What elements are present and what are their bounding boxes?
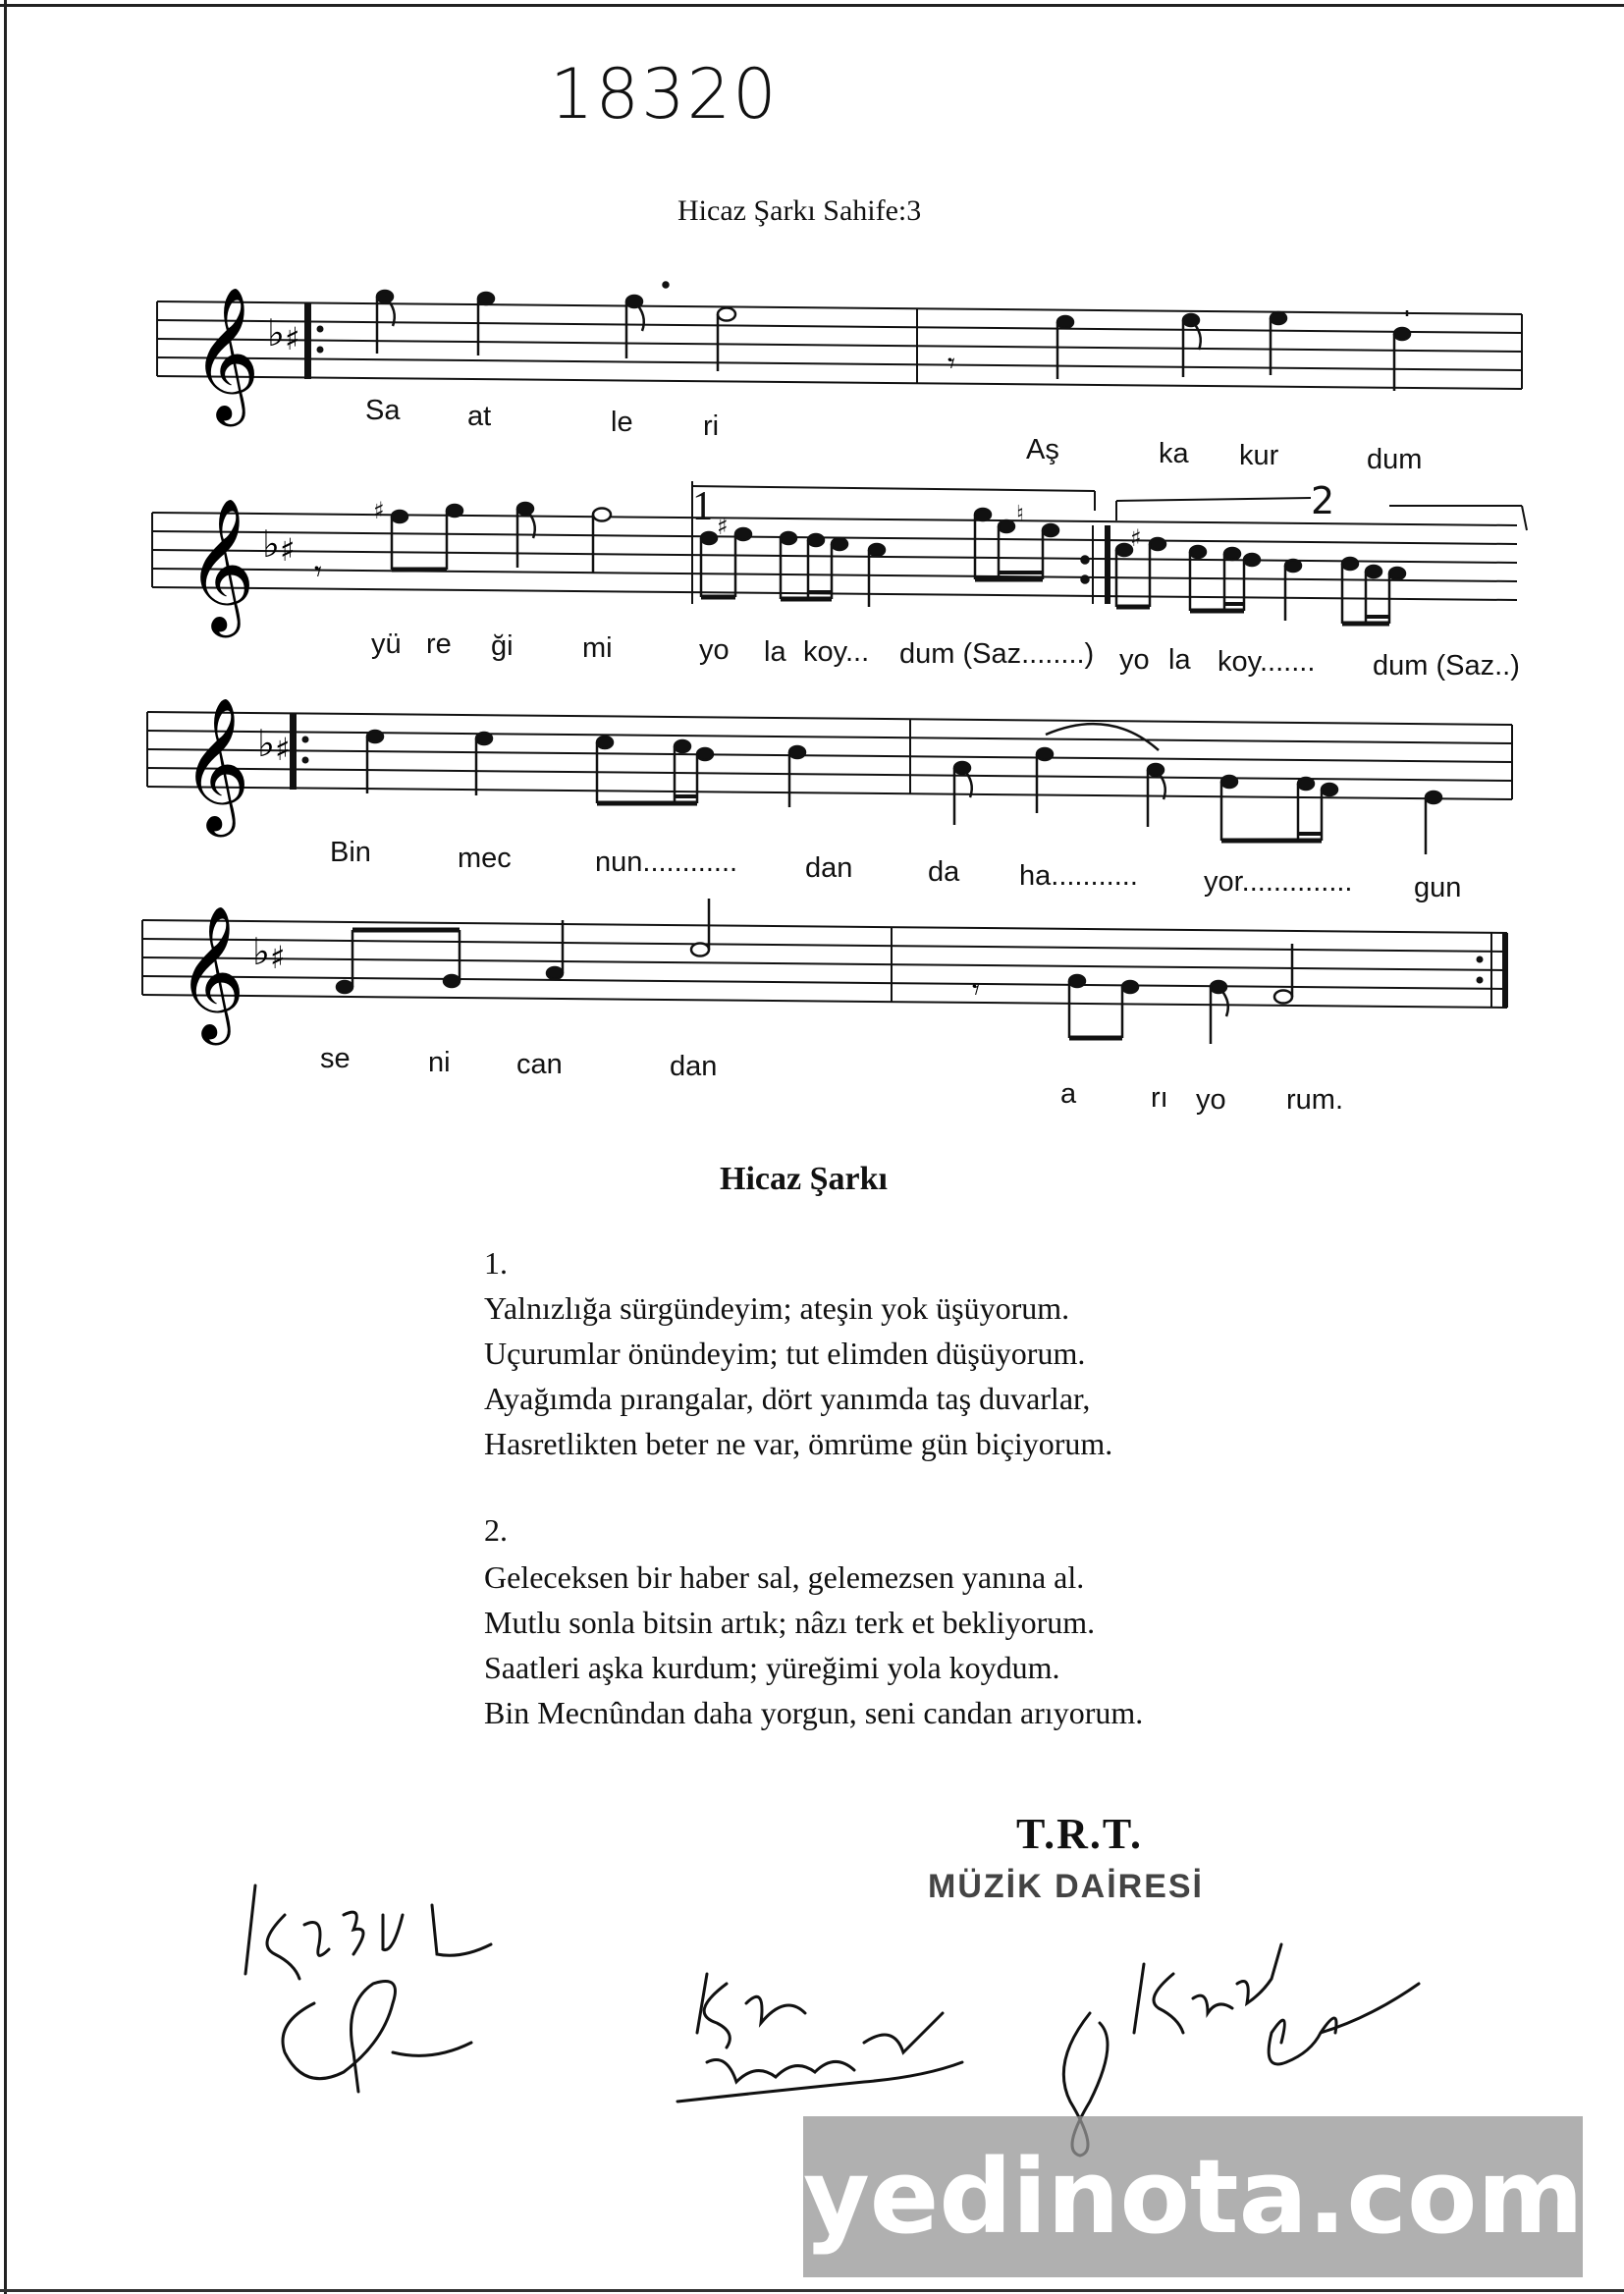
lyric-syllable: ri (703, 410, 720, 442)
signature-kabul-left (236, 1856, 569, 2111)
volta-first-ending: 1 (692, 484, 713, 529)
svg-text:♭: ♭ (252, 930, 270, 973)
lyric-syllable: ha........... (1019, 860, 1138, 892)
svg-text:𝄞: 𝄞 (187, 496, 255, 631)
lyric-syllable: la (764, 636, 786, 668)
svg-text:𝄞: 𝄞 (182, 695, 250, 831)
verse-line: Ayağımda pırangalar, dört yanımda taş duvarlar, (484, 1381, 1091, 1416)
lyric-syllable: rum. (1286, 1084, 1343, 1116)
handwritten-archive-number: 18320 (550, 54, 779, 135)
lyric-syllable: re (426, 628, 452, 660)
svg-text:♯: ♯ (1130, 524, 1142, 552)
lyric-syllable: dum (Saz..) (1373, 650, 1520, 682)
svg-text:♯: ♯ (270, 939, 286, 976)
verse-line: Yalnızlığa sürgündeyim; ateşin yok üşüyorum. (484, 1290, 1070, 1326)
lyric-syllable: a (1060, 1078, 1077, 1110)
lyric-syllable: yo (699, 634, 730, 666)
lyric-syllable: yü (371, 628, 402, 660)
verse-number: 1. (484, 1245, 508, 1281)
svg-text:♮: ♮ (1016, 502, 1024, 526)
svg-text:♭: ♭ (257, 722, 275, 765)
lyric-syllable: kur (1239, 440, 1279, 471)
lyric-syllable: nun............ (595, 847, 738, 878)
page-border-bottom (0, 2289, 1624, 2292)
stamp-trt: T.R.T. (1016, 1810, 1143, 1858)
lyric-syllable: dum (Saz........) (899, 638, 1095, 670)
lyric-syllable: yo (1119, 644, 1150, 676)
svg-text:♯: ♯ (285, 320, 300, 357)
lyric-syllable: ği (491, 630, 514, 662)
verse-line: Saatleri aşka kurdum; yüreğimi yola koydum. (484, 1650, 1060, 1685)
svg-text:𝄞: 𝄞 (177, 903, 245, 1039)
svg-text:♭: ♭ (267, 311, 285, 355)
svg-text:♭: ♭ (262, 522, 280, 566)
lyric-syllable: yor.............. (1204, 866, 1353, 898)
svg-text:𝄾: 𝄾 (947, 347, 955, 381)
lyric-syllable: dan (670, 1051, 718, 1082)
verse-line: Mutlu sonla bitsin artık; nâzı terk et bekliyorum. (484, 1605, 1096, 1640)
verse-line: Hasretlikten beter ne var, ömrüme gün biçiyorum. (484, 1426, 1113, 1461)
staff-2 (142, 481, 1537, 658)
svg-text:♯: ♯ (280, 531, 296, 569)
lyric-syllable: Sa (365, 395, 401, 426)
lyric-syllable: rı (1151, 1082, 1168, 1114)
verse-line: Geleceksen bir haber sal, gelemezsen yanına al. (484, 1559, 1085, 1595)
svg-text:♯: ♯ (275, 731, 291, 768)
lyric-syllable: koy....... (1218, 646, 1316, 678)
lyric-syllable: Aş (1026, 434, 1059, 465)
lyric-syllable: mi (582, 632, 613, 664)
lyric-syllable: mec (458, 843, 512, 874)
lyric-syllable: da (928, 856, 960, 888)
verse-line: Uçurumlar önündeyim; tut elimden düşüyorum. (484, 1336, 1086, 1371)
lyrics-section-title: Hicaz Şarkı (720, 1161, 888, 1197)
lyric-syllable: dan (805, 852, 853, 884)
svg-text:𝄾: 𝄾 (972, 973, 980, 1008)
staff-4 (133, 899, 1537, 1056)
stamp-muzik-dairesi: MÜZİK DAİRESİ (928, 1868, 1204, 1905)
staff-1 (147, 275, 1532, 462)
treble-clef-icon: 𝄞 (191, 285, 260, 420)
lyric-syllable: can (516, 1049, 563, 1080)
lyric-syllable: yo (1196, 1084, 1226, 1116)
svg-text:2: 2 (1311, 479, 1335, 522)
score-title: Hicaz Şarkı Sahife:3 (677, 194, 922, 227)
signature-kabul-right (1124, 1925, 1438, 2121)
verse-number: 2. (484, 1512, 508, 1548)
verse-line: Bin Mecnûndan daha yorgun, seni candan arıyorum. (484, 1695, 1144, 1730)
lyric-syllable: Bin (330, 837, 371, 868)
page-border-left (4, 0, 7, 2294)
lyric-syllable: at (467, 401, 492, 432)
lyric-syllable: la (1168, 644, 1191, 676)
lyric-syllable: gun (1414, 872, 1462, 903)
svg-text:♯: ♯ (373, 497, 385, 524)
page-border-top (0, 4, 1624, 7)
watermark: yedinota.com (803, 2116, 1583, 2277)
lyric-syllable: dum (1367, 444, 1423, 475)
lyric-syllable: le (611, 407, 633, 438)
svg-text:𝄾: 𝄾 (314, 555, 322, 589)
lyric-syllable: se (320, 1043, 351, 1074)
svg-text:♯: ♯ (717, 513, 729, 540)
lyric-syllable: ka (1159, 438, 1189, 469)
lyric-syllable: koy... (803, 636, 870, 668)
lyric-syllable: ni (428, 1047, 451, 1078)
